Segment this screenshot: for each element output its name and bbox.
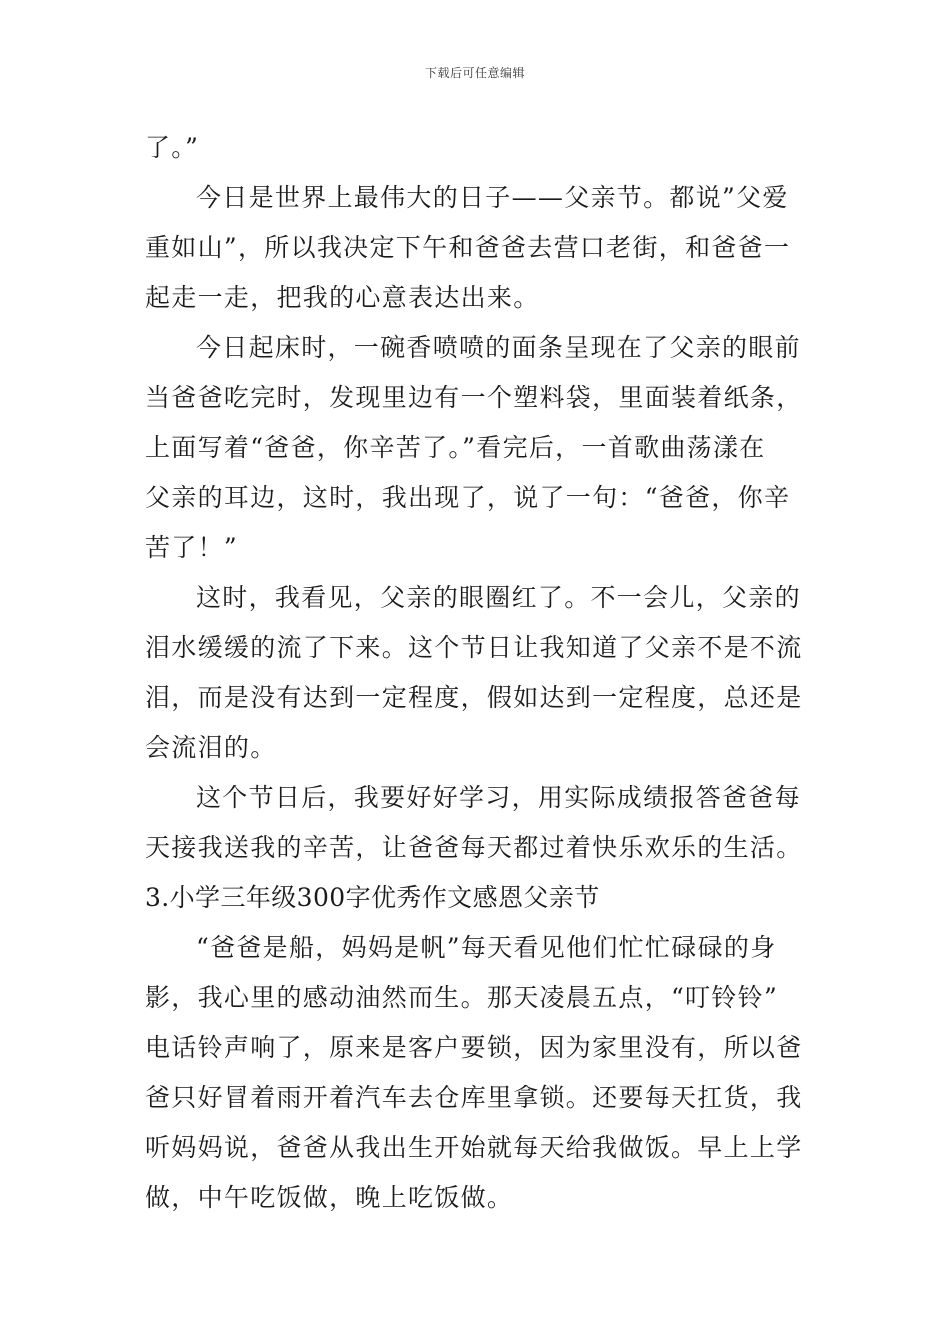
text-line: 天接我送我的辛苦，让爸爸每天都过着快乐欢乐的生活。 (145, 833, 803, 862)
paragraph-start-line: “爸爸是船，妈妈是帆”每天看见他们忙忙碌碌的身 (196, 933, 777, 962)
text-line: 做，中午吃饭做，晚上吃饭做。 (145, 1183, 514, 1212)
text-line: 苦了！” (145, 533, 238, 562)
paragraph-start-line: 这个节日后，我要好好学习，用实际成绩报答爸爸每 (196, 783, 801, 812)
text-line: 泪，而是没有达到一定程度，假如达到一定程度，总还是 (145, 683, 803, 712)
text-line: 影，我心里的感动油然而生。那天凌晨五点，“叮铃铃” (145, 983, 779, 1012)
page-header: 下载后可任意编辑 (424, 66, 525, 80)
text-line: 会流泪的。 (145, 733, 277, 762)
text-line: 上面写着“爸爸，你辛苦了。”看完后，一首歌曲荡漾在 (145, 433, 766, 462)
text-line: 爸只好冒着雨开着汽车去仓库里拿锁。还要每天扛货，我 (145, 1083, 803, 1112)
section-heading: 3.小学三年级300字优秀作文感恩父亲节 (145, 883, 600, 912)
text-line: 泪水缓缓的流了下来。这个节日让我知道了父亲不是不流 (145, 633, 803, 662)
text-line: 听妈妈说，爸爸从我出生开始就每天给我做饭。早上上学 (145, 1133, 803, 1162)
text-line: 起走一走，把我的心意表达出来。 (145, 283, 540, 312)
text-line: 了。” (145, 133, 200, 162)
text-line: 当爸爸吃完时，发现里边有一个塑料袋，里面装着纸条， (145, 383, 803, 412)
text-line: 电话铃声响了，原来是客户要锁，因为家里没有，所以爸 (145, 1033, 803, 1062)
paragraph-start-line: 这时，我看见，父亲的眼圈红了。不一会儿，父亲的 (196, 583, 801, 612)
paragraph-start-line: 今日起床时，一碗香喷喷的面条呈现在了父亲的眼前 (196, 333, 801, 362)
text-line: 父亲的耳边，这时，我出现了，说了一句：“爸爸，你辛 (145, 483, 791, 512)
text-line: 重如山”，所以我决定下午和爸爸去营口老街，和爸爸一 (145, 233, 791, 262)
paragraph-start-line: 今日是世界上最伟大的日子——父亲节。都说”父爱 (196, 183, 789, 212)
